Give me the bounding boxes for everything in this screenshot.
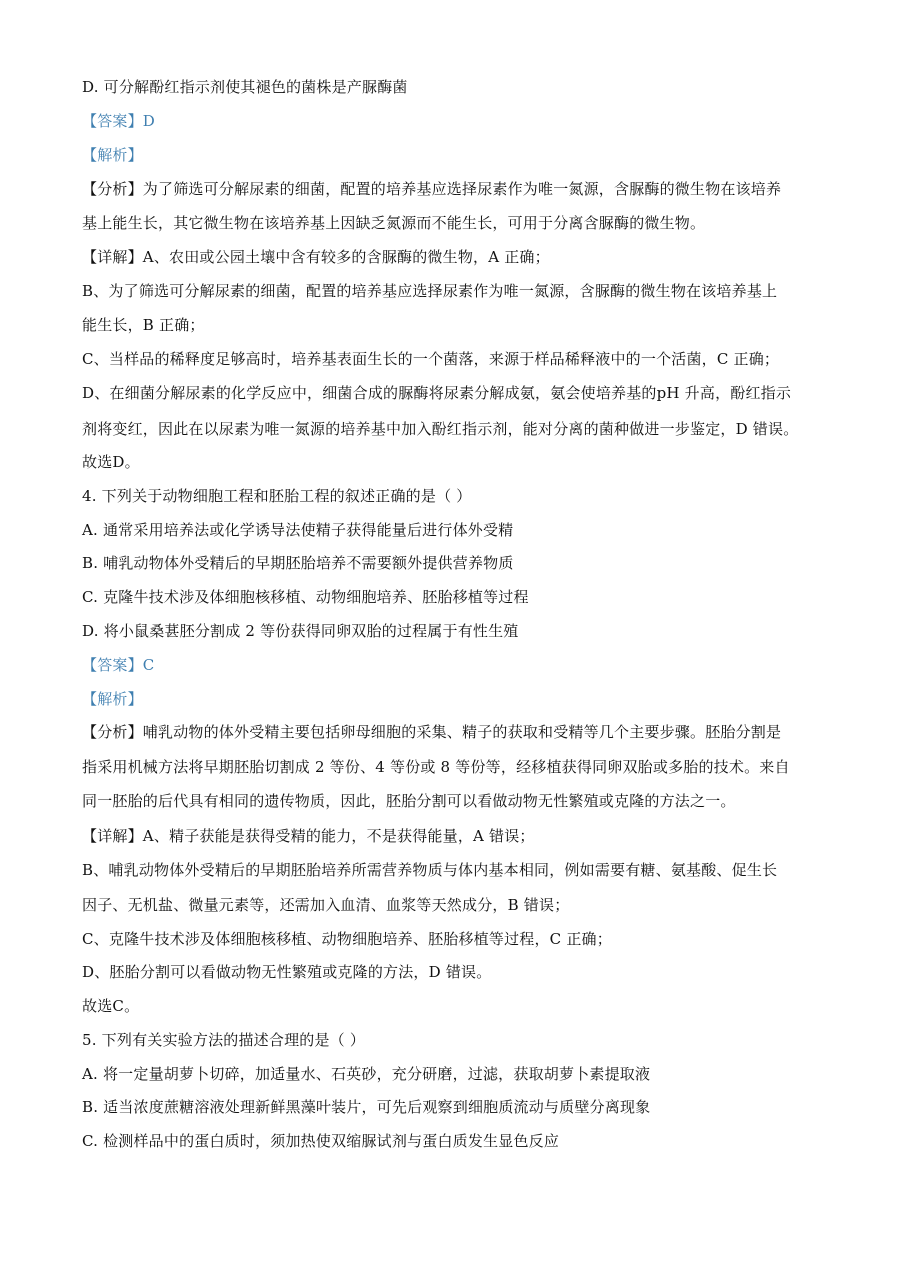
detail-c-q4: C、克隆牛技术涉及体细胞核移植、动物细胞培养、胚胎移植等过程，C 正确； <box>82 930 612 948</box>
question-4-stem: 4. 下列关于动物细胞工程和胚胎工程的叙述正确的是（ ） <box>82 487 472 505</box>
option-a-q4: A. 通常采用培养法或化学诱导法使精子获得能量后进行体外受精 <box>82 521 514 539</box>
option-c-q4: C. 克隆牛技术涉及体细胞核移植、动物细胞培养、胚胎移植等过程 <box>82 588 529 606</box>
detail-d-q3-line1: D、在细菌分解尿素的化学反应中，细菌合成的脲酶将尿素分解成氨，氨会使培养基的pH 升高，酚红指示 <box>82 384 792 402</box>
detail-c-q3: C、当样品的稀释度足够高时，培养基表面生长的一个菌落，来源于样品稀释液中的一个活菌，C 正确； <box>82 350 780 368</box>
answer-label-q3: 【答案】D <box>82 112 156 130</box>
option-d-q4: D. 将小鼠桑葚胚分割成 2 等份获得同卵双胎的过程属于有性生殖 <box>82 622 519 640</box>
analysis-text-q4-line1: 【分析】哺乳动物的体外受精主要包括卵母细胞的采集、精子的获取和受精等几个主要步骤。胚胎分割是 <box>82 723 782 741</box>
detail-d-q4: D、胚胎分割可以看做动物无性繁殖或克隆的方法，D 错误。 <box>82 963 492 981</box>
detail-d-q3-line2: 剂将变红，因此在以尿素为唯一氮源的培养基中加入酚红指示剂，能对分离的菌种做进一步鉴定，D 错误。 <box>82 420 799 438</box>
analysis-text-q3-line1: 【分析】为了筛选可分解尿素的细菌，配置的培养基应选择尿素作为唯一氮源，含脲酶的微生物在该培养 <box>82 180 782 198</box>
conclusion-q4: 故选C。 <box>82 997 140 1015</box>
detail-b-q3-line2: 能生长，B 正确； <box>82 316 205 334</box>
option-b-q5: B. 适当浓度蔗糖溶液处理新鲜黑藻叶装片，可先后观察到细胞质流动与质壁分离现象 <box>82 1098 651 1116</box>
analysis-text-q3-line2: 基上能生长，其它微生物在该培养基上因缺乏氮源而不能生长，可用于分离含脲酶的微生物。 <box>82 214 706 232</box>
detail-b-q4-line1: B、哺乳动物体外受精后的早期胚胎培养所需营养物质与体内基本相同，例如需要有糖、氨基酸、促生长 <box>82 861 778 879</box>
option-d-q3: D. 可分解酚红指示剂使其褪色的菌株是产脲酶菌 <box>82 78 408 96</box>
option-b-q4: B. 哺乳动物体外受精后的早期胚胎培养不需要额外提供营养物质 <box>82 554 514 572</box>
detail-a-q4: 【详解】A、精子获能是获得受精的能力，不是获得能量，A 错误； <box>82 827 535 845</box>
option-a-q5: A. 将一定量胡萝卜切碎，加适量水、石英砂，充分研磨，过滤，获取胡萝卜素提取液 <box>82 1065 651 1083</box>
conclusion-q3: 故选D。 <box>82 453 140 471</box>
detail-b-q4-line2: 因子、无机盐、微量元素等，还需加入血清、血浆等天然成分，B 错误； <box>82 896 570 914</box>
option-c-q5: C. 检测样品中的蛋白质时，须加热使双缩脲试剂与蛋白质发生显色反应 <box>82 1132 560 1150</box>
answer-label-q4: 【答案】C <box>82 656 155 674</box>
detail-b-q3-line1: B、为了筛选可分解尿素的细菌，配置的培养基应选择尿素作为唯一氮源，含脲酶的微生物在该培养基上 <box>82 282 778 300</box>
detail-a-q3: 【详解】A、农田或公园土壤中含有较多的含脲酶的微生物，A 正确； <box>82 248 550 266</box>
analysis-text-q4-line3: 同一胚胎的后代具有相同的遗传物质，因此，胚胎分割可以看做动物无性繁殖或克隆的方法之一。 <box>82 792 736 810</box>
analysis-label-q4: 【解析】 <box>82 690 143 708</box>
question-5-stem: 5. 下列有关实验方法的描述合理的是（ ） <box>82 1031 366 1049</box>
analysis-text-q4-line2: 指采用机械方法将早期胚胎切割成 2 等份、4 等份或 8 等份等，经移植获得同卵双胎或多胎的技术。来自 <box>82 758 790 776</box>
analysis-label-q3: 【解析】 <box>82 146 143 164</box>
